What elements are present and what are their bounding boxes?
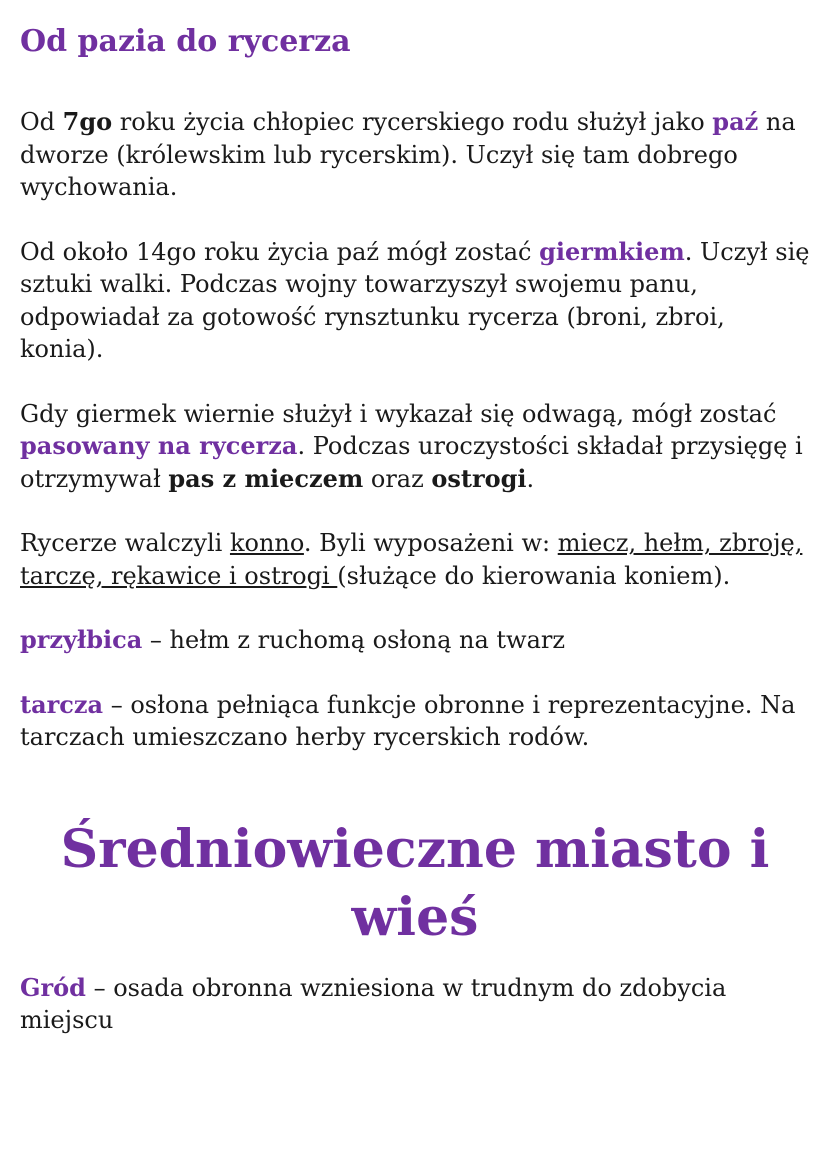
definition-term: tarcza xyxy=(20,689,104,719)
text: . xyxy=(526,464,535,493)
text: Rycerze walczyli xyxy=(20,529,230,557)
text: roku życia chłopiec rycerskiego rodu służył jako xyxy=(112,108,713,136)
text: . Podczas uroczystości składał przysięgę i otrzymywał xyxy=(20,432,803,493)
definition-przylbica xyxy=(20,624,810,657)
bold-age: 7go xyxy=(62,107,113,136)
section-title-od-pazia: Od pazia do rycerza xyxy=(20,24,351,59)
definition-grod xyxy=(20,972,810,1037)
text: Od xyxy=(20,108,63,136)
definition-text: – osłona pełniąca funkcje obronne i reprezentacyjne. Na tarczach umieszczano herby rycerskich rodów. xyxy=(20,690,796,751)
paragraph-pasowanie xyxy=(20,398,810,496)
underlined-konno: konno xyxy=(229,529,304,557)
definition-text: – hełm z ruchomą osłoną na twarz xyxy=(142,626,566,654)
bold-ostrogi: ostrogi xyxy=(431,463,527,493)
highlight-term-pasowanie: pasowany na rycerza xyxy=(20,431,298,460)
definition-term: przyłbica xyxy=(20,625,143,654)
text: . Byli wyposażeni w: xyxy=(303,529,558,557)
definition-term: Gród xyxy=(20,972,86,1002)
text: Od około 14go roku życia paź mógł zostać xyxy=(20,237,540,266)
bold-pas-z-mieczem: pas z mieczem xyxy=(168,463,364,493)
definition-text: – osada obronna wzniesiona w trudnym do zdobycia miejscu xyxy=(20,973,727,1034)
text: na dworze (królewskim lub rycerskim). Uczył się tam dobrego wychowania. xyxy=(20,108,796,201)
underlined-equipment-list: miecz, hełm, zbroję, tarczę, rękawice i ostrogi xyxy=(20,529,803,590)
text: oraz xyxy=(363,464,432,493)
text: Gdy giermek wiernie służył i wykazał się odwagą, mógł zostać xyxy=(20,399,777,428)
text: . Uczył się sztuki walki. Podczas wojny towarzyszył swojemu panu, odpowiadał za gotowość rynsztunku rycerza (broni, zbroi, konia). xyxy=(20,237,810,363)
definition-tarcza xyxy=(20,689,810,754)
section-title-miasto-i-wies: Średniowieczne miasto i wieś xyxy=(60,818,770,948)
paragraph-wyposazenie xyxy=(20,527,810,592)
paragraph-paz xyxy=(20,106,810,204)
highlight-term-paz: paź xyxy=(712,107,759,136)
highlight-term-giermek: giermkiem xyxy=(539,236,685,266)
document-page xyxy=(20,22,810,1037)
paragraph-giermek xyxy=(20,236,810,366)
text: (służące do kierowania koniem). xyxy=(337,561,731,590)
